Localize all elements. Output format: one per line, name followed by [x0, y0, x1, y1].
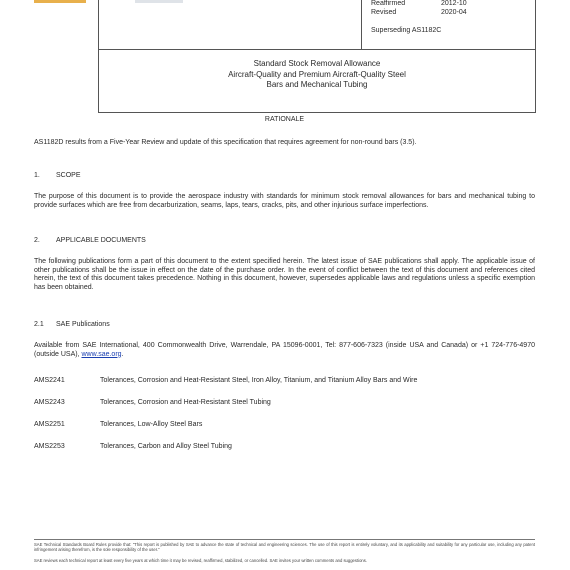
- rationale-text: AS1182D results from a Five-Year Review and update of this specification that requires agreement for non-round bars (3.5).: [34, 139, 417, 146]
- sae-address: Available from SAE International, 400 Commonwealth Drive, Warrendale, PA 15096-0001, Tel: 877-606-7323 (inside USA and Canada) or +1 724-776-4970 (outside USA),: [34, 342, 535, 358]
- ams-code: AMS2253: [34, 443, 65, 450]
- ams-list-item: [34, 443, 232, 450]
- sae-text-end: .: [121, 350, 124, 358]
- reaffirmed-row: [371, 0, 467, 8]
- footer-rules-text: SAE Technical Standards Board Rules provide that: "This report is published by SAE to advance the state of technical and engineering sciences. The use of this report is entirely voluntary, and its applicability and suitability for any particular use, including any patent infringement arising therefrom, is the sole responsibility of the user.": [34, 542, 535, 552]
- section-2-title: APPLICABLE DOCUMENTS: [56, 237, 146, 244]
- footer-divider: [34, 539, 535, 540]
- sae-publications-text: [34, 342, 535, 359]
- ams-code: AMS2241: [34, 377, 65, 384]
- section-1-number: 1.: [34, 172, 40, 179]
- section-2-number: 2.: [34, 237, 40, 244]
- revised-label: Revised: [371, 9, 397, 16]
- header-divider-vertical: [361, 0, 362, 49]
- ams-list-item: [34, 399, 271, 406]
- section-2-1-heading: [34, 321, 110, 328]
- title-line-1: Standard Stock Removal Allowance: [253, 59, 381, 68]
- document-title: [99, 59, 535, 91]
- revised-date: 2020-04: [441, 9, 467, 16]
- title-line-2: Aircraft-Quality and Premium Aircraft-Quality Steel: [228, 69, 406, 79]
- ams-title: Tolerances, Low-Alloy Steel Bars: [100, 421, 203, 428]
- sae-website-link[interactable]: www.sae.org: [81, 350, 122, 358]
- section-1-heading: [34, 172, 81, 179]
- ams-title: Tolerances, Corrosion and Heat-Resistant Steel, Iron Alloy, Titanium, and Titanium Alloy Bars and Wire: [100, 377, 418, 384]
- footer-review-text: SAE reviews each technical report at least every five years at which time it may be revised, reaffirmed, stabilized, or cancelled. SAE invites your written comments and suggestions.: [34, 558, 367, 563]
- ams-title: Tolerances, Carbon and Alloy Steel Tubing: [100, 443, 232, 450]
- ams-title: Tolerances, Corrosion and Heat-Resistant Steel Tubing: [100, 399, 271, 406]
- superseding-note: Superseding AS1182C: [371, 27, 442, 34]
- issue-metadata: [371, 0, 467, 35]
- header-divider-horizontal: [99, 49, 535, 50]
- rationale-heading: RATIONALE: [264, 116, 305, 123]
- reaffirmed-date: 2012-10: [441, 0, 467, 7]
- sae-logo-fragment: [34, 0, 86, 3]
- section-2-heading: [34, 237, 146, 244]
- title-line-3: Bars and Mechanical Tubing: [266, 80, 368, 89]
- applicable-documents-text: The following publications form a part of this document to the extent specified herein. The latest issue of SAE publications shall apply. The applicable issue of other publications shall be the issue in effect on the date of the purchase order. In the event of conflict between the text of this document and references cited herein, the text of this document takes precedence. Nothing in this document, however, supersedes applicable laws and regulations unless a specific exemption has been obtained.: [34, 258, 535, 291]
- ams-list-item: [34, 377, 417, 384]
- section-1-title: SCOPE: [56, 172, 81, 179]
- revised-row: [371, 8, 467, 17]
- scope-text: The purpose of this document is to provide the aerospace industry with standards for minimum stock removal allowances for bars and mechanical tubing to provide surfaces which are free from decarburization, seams, laps, tears, cracks, pits, and other injurious surface imperfections.: [34, 193, 535, 209]
- ams-code: AMS2243: [34, 399, 65, 406]
- header-box: [98, 0, 536, 113]
- section-2-1-title: SAE Publications: [56, 321, 110, 328]
- ams-list-item: [34, 421, 202, 428]
- ams-code: AMS2251: [34, 421, 65, 428]
- reaffirmed-label: Reaffirmed: [371, 0, 406, 7]
- section-2-1-number: 2.1: [34, 321, 44, 328]
